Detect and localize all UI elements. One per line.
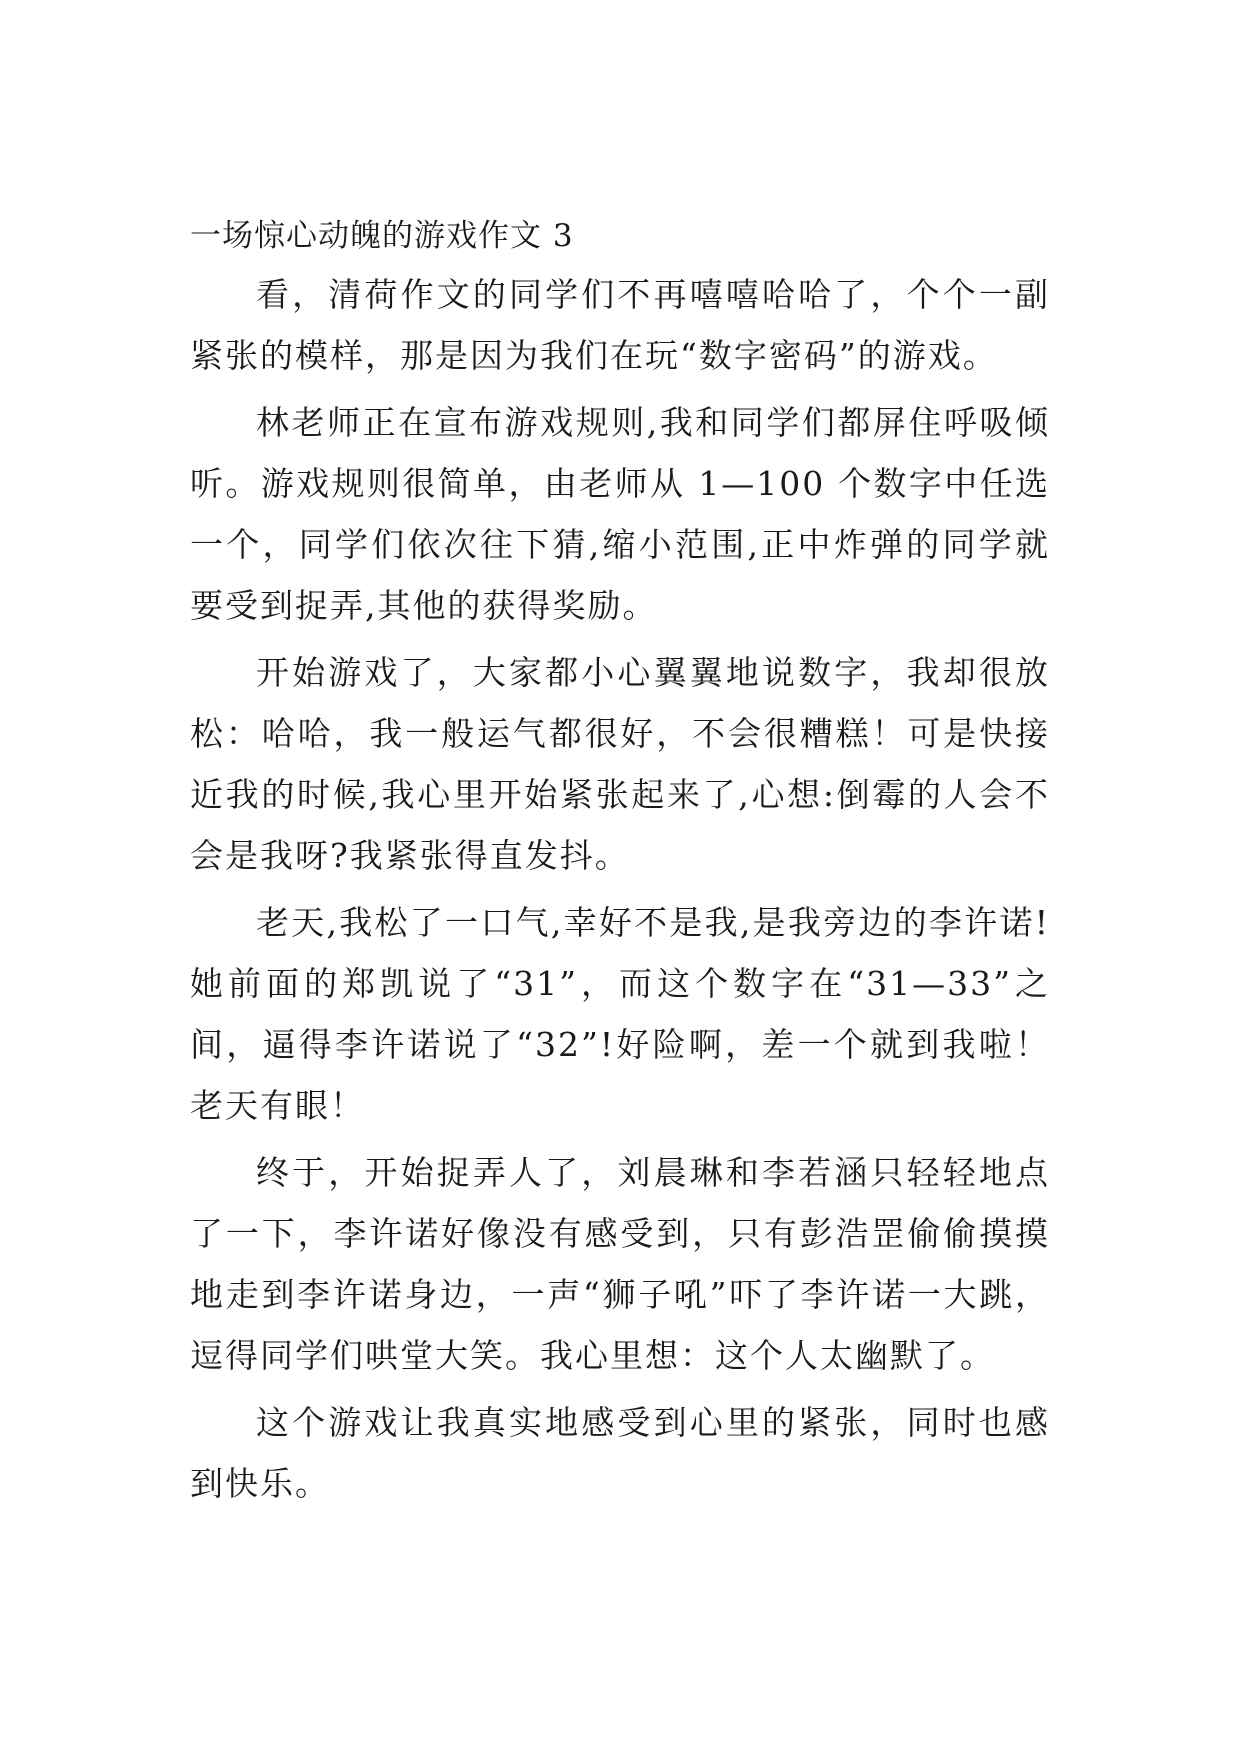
paragraph: 开始游戏了，大家都小心翼翼地说数字，我却很放松：哈哈，我一般运气都很好，不会很糟糕！可是快接近我的时候,我心里开始紧张起来了,心想:倒霉的人会不会是我呀?我紧张得直发抖。 [190,653,1050,875]
paragraph: 看，清荷作文的同学们不再嘻嘻哈哈了，个个一副紧张的模样，那是因为我们在玩“数字密码”的游戏。 [190,275,1050,375]
paragraph: 这个游戏让我真实地感受到心里的紧张，同时也感到快乐。 [190,1403,1050,1503]
paragraph: 终于，开始捉弄人了，刘晨琳和李若涵只轻轻地点了一下，李许诺好像没有感受到，只有彭浩罡偷偷摸摸地走到李许诺身边，一声“狮子吼”吓了李许诺一大跳，逗得同学们哄堂大笑。我心里想：这个人太幽默了。 [190,1153,1050,1375]
document-body [190,218,1050,1520]
paragraph: 老天,我松了一口气,幸好不是我,是我旁边的李许诺!她前面的郑凯说了“31”，而这个数字在“31—33”之间，逼得李许诺说了“32”!好险啊，差一个就到我啦！老天有眼！ [190,903,1050,1125]
paragraph: 林老师正在宣布游戏规则,我和同学们都屏住呼吸倾听。游戏规则很简单，由老师从 1—100 个数字中任选一个，同学们依次往下猜,缩小范围,正中炸弹的同学就要受到捉弄,其他的获得奖励。 [190,403,1050,625]
document-title: 一场惊心动魄的游戏作文 3 [190,218,574,254]
